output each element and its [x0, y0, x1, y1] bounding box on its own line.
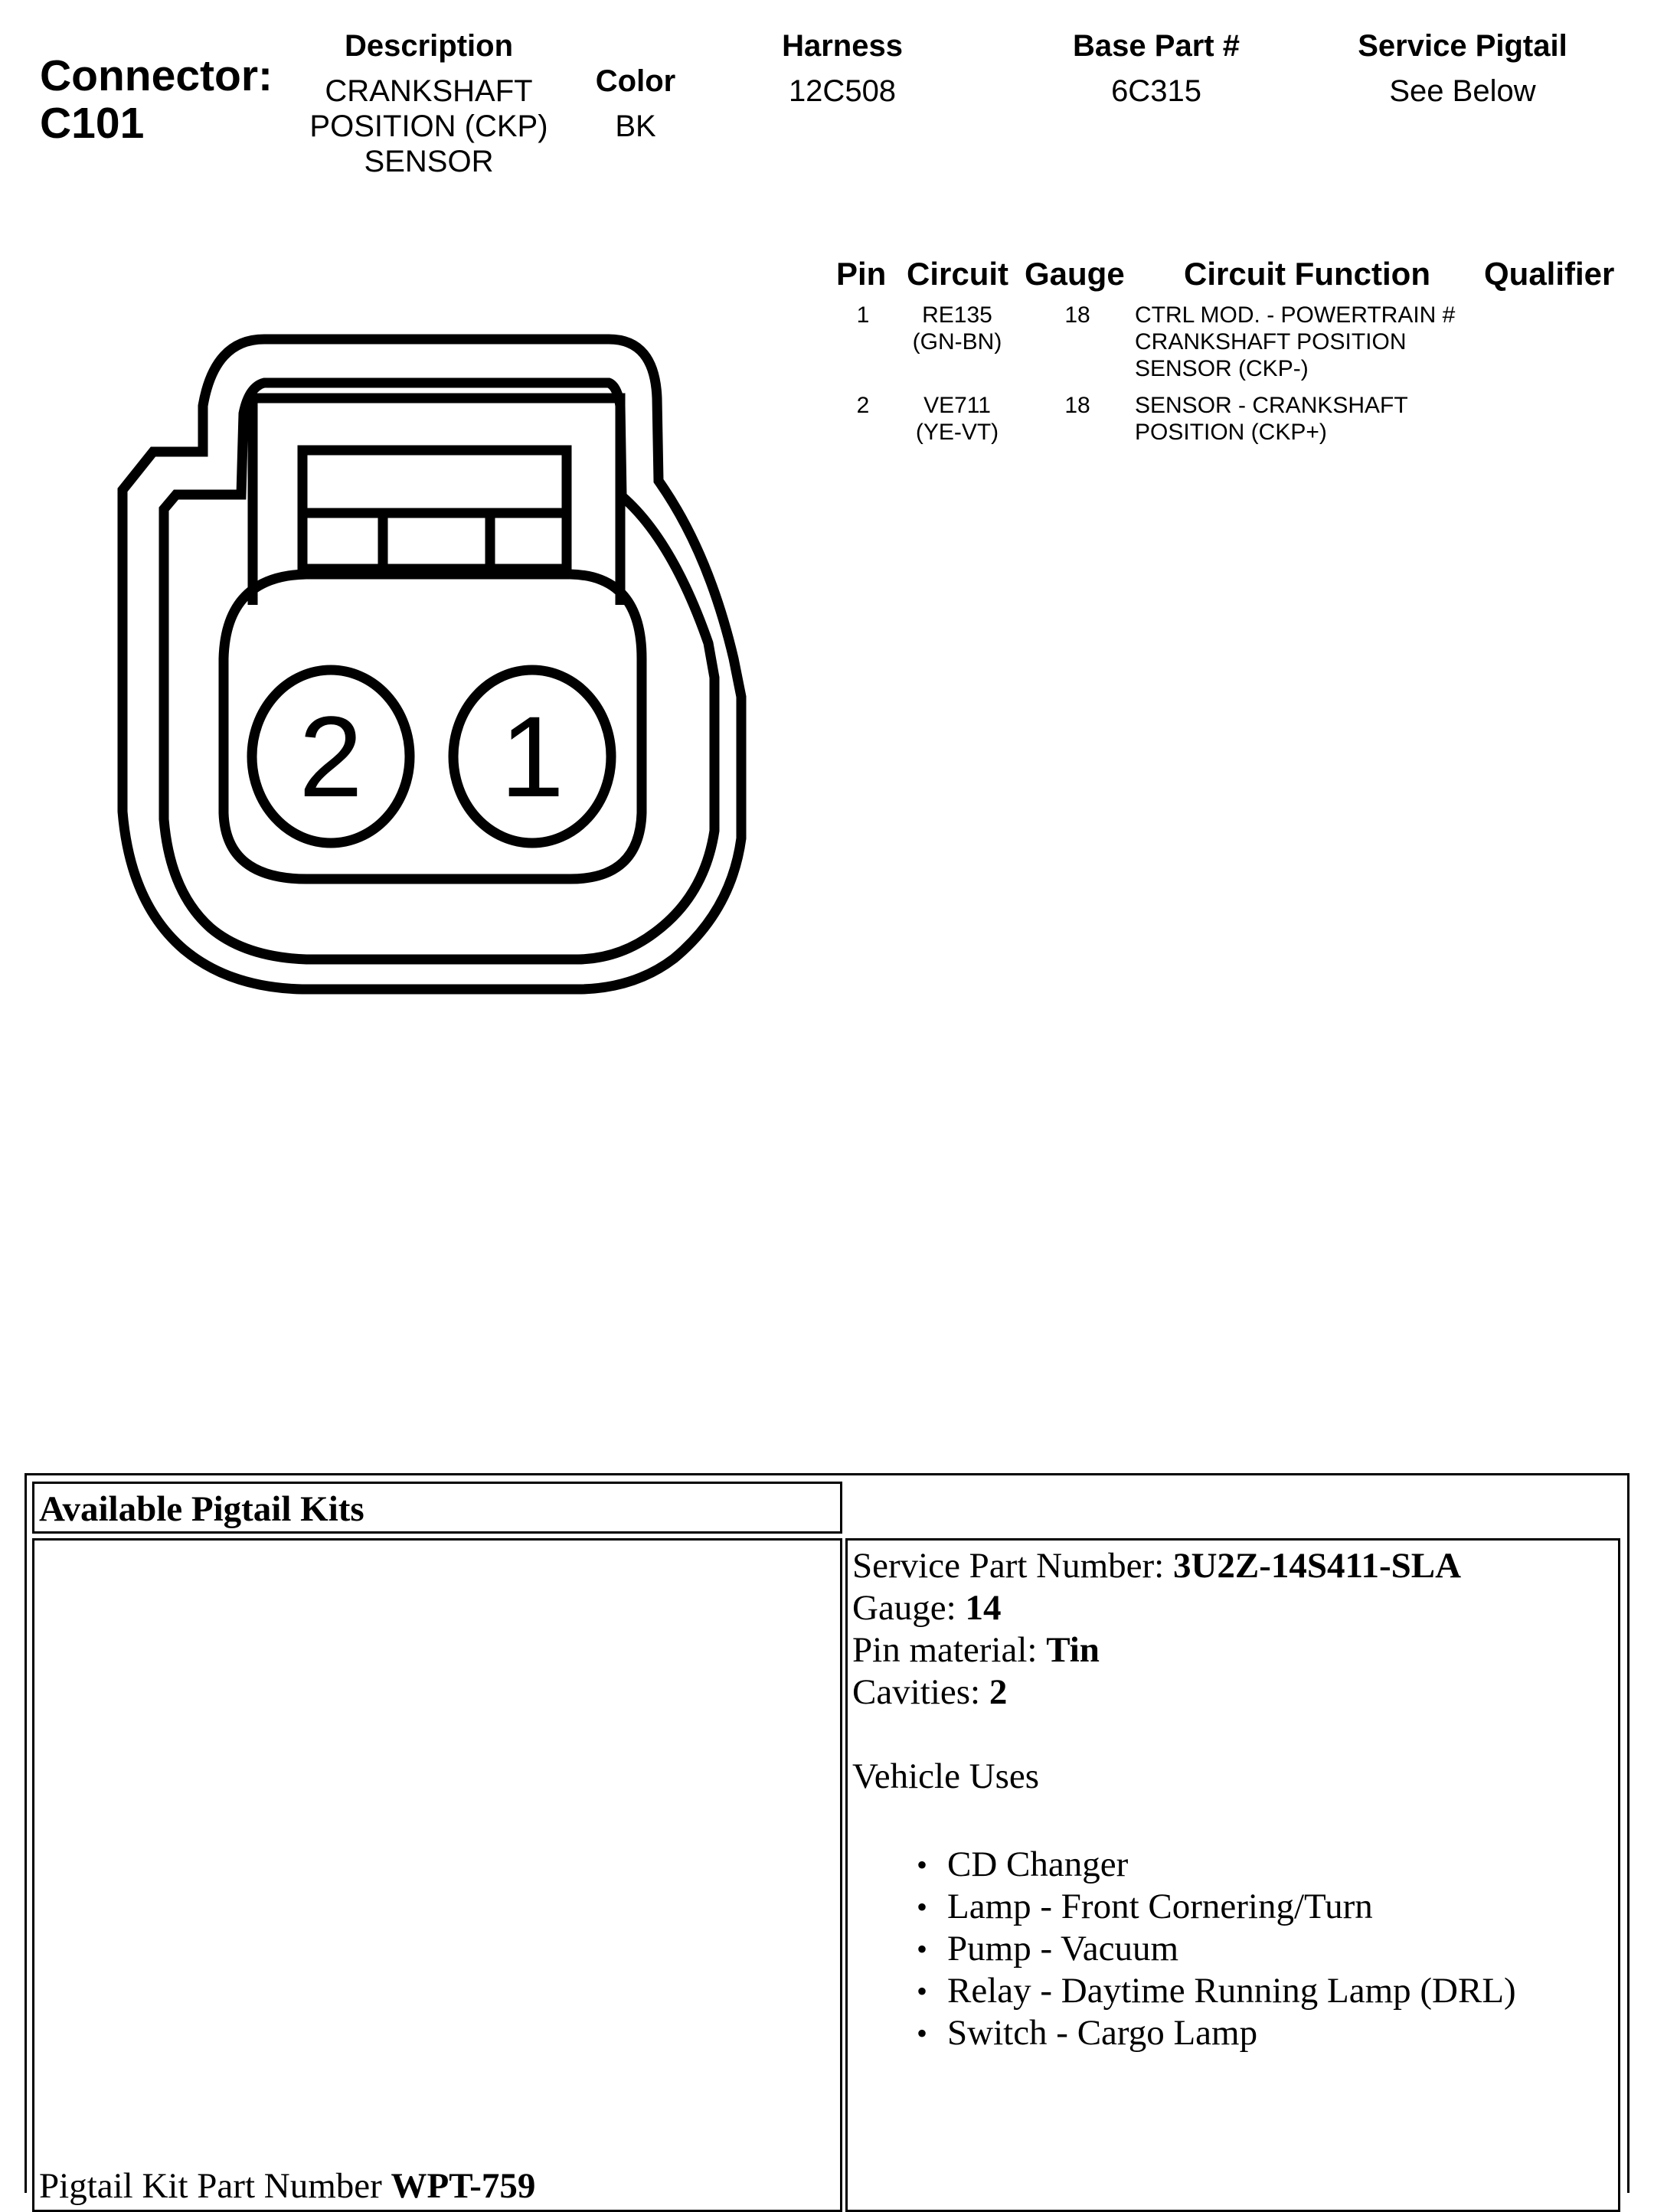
pigtail-kit-part-value: WPT-759: [391, 2166, 536, 2206]
cavities-value: 2: [989, 1672, 1008, 1712]
harness-value: 12C508: [788, 74, 897, 108]
description-line: SENSOR: [364, 145, 494, 178]
pin-material-label: Pin material:: [852, 1630, 1047, 1670]
column-header-qualifier: Qualifier: [1484, 256, 1615, 292]
list-item: • Switch - Cargo Lamp: [852, 2012, 1610, 2054]
column-header-circuit-function: Circuit Function: [1184, 256, 1430, 292]
cavity-2-label: 2: [299, 692, 363, 821]
pigtail-kit-part-label: Pigtail Kit Part Number: [39, 2166, 391, 2206]
function-cell: [1135, 392, 1502, 446]
service-pigtail-value: See Below: [1389, 74, 1536, 108]
connector-inner-shell: [164, 383, 714, 959]
function-line: POSITION (CKP+): [1135, 420, 1327, 445]
list-item: • CD Changer: [852, 1844, 1610, 1886]
pigtail-kit-part: [39, 2165, 535, 2207]
list-item: • Relay - Daytime Running Lamp (DRL): [852, 1970, 1610, 2012]
function-line: CRANKSHAFT POSITION: [1135, 329, 1407, 355]
service-part-value: 3U2Z-14S411-SLA: [1172, 1546, 1462, 1586]
pigtail-title-cell: [32, 1482, 842, 1534]
column-header-circuit: Circuit: [907, 256, 1009, 292]
vehicle-uses-list: [852, 1844, 1610, 2054]
circuit-color: (YE-VT): [915, 420, 999, 445]
function-line: SENSOR - CRANKSHAFT: [1135, 393, 1408, 418]
circuit-code: RE135: [922, 302, 992, 328]
circuit-cell: [888, 392, 1026, 446]
pigtail-gauge: [852, 1587, 1610, 1629]
service-part-label: Service Part Number:: [852, 1546, 1173, 1586]
pigtail-details: [852, 1545, 1610, 2054]
pigtail-image-cell: [32, 1538, 842, 2212]
connector-face-diagram: [0, 0, 842, 1018]
service-part-number: [852, 1545, 1610, 1587]
connector-id: C101: [40, 99, 145, 148]
list-item: • Pump - Vacuum: [852, 1928, 1610, 1970]
pigtail-title: Available Pigtail Kits: [39, 1489, 364, 1529]
circuit-code: VE711: [923, 393, 991, 418]
service-pigtail-label: Service Pigtail: [1358, 29, 1567, 63]
cavities-label: Cavities:: [852, 1672, 989, 1712]
vehicle-uses-label: Vehicle Uses: [852, 1756, 1040, 1796]
description-line: POSITION (CKP): [309, 109, 548, 143]
column-header-gauge: Gauge: [1025, 256, 1125, 292]
column-header-pin: Pin: [836, 256, 887, 292]
pin-number: 2: [856, 393, 870, 418]
pigtail-details-cell: [845, 1538, 1620, 2212]
function-cell: [1135, 302, 1502, 382]
gauge-cell: 18: [1064, 302, 1090, 328]
pigtail-gauge-label: Gauge:: [852, 1588, 966, 1628]
color-label: Color: [595, 64, 676, 98]
circuit-color: (GN-BN): [912, 329, 1002, 355]
harness-label: Harness: [782, 29, 903, 63]
list-item: • Lamp - Front Cornering/Turn: [852, 1886, 1610, 1928]
circuit-cell: [888, 302, 1026, 355]
description-label: Description: [344, 29, 514, 63]
cavity-1-label: 1: [500, 692, 564, 821]
pin-number: 1: [856, 302, 870, 328]
cavities: [852, 1671, 1610, 1714]
function-line: SENSOR (CKP-): [1135, 356, 1309, 381]
base-part-value: 6C315: [1111, 74, 1201, 108]
description-line: CRANKSHAFT: [325, 74, 533, 108]
pigtail-gauge-value: 14: [965, 1588, 1002, 1628]
connector-label: Connector:: [40, 51, 273, 100]
base-part-label: Base Part #: [1073, 29, 1240, 63]
gauge-cell: 18: [1064, 393, 1090, 418]
pin-material: [852, 1629, 1610, 1671]
color-value: BK: [615, 109, 656, 143]
function-line: CTRL MOD. - POWERTRAIN #: [1135, 302, 1456, 328]
pin-material-value: Tin: [1046, 1630, 1100, 1670]
connector-outer-shell: [123, 339, 741, 989]
